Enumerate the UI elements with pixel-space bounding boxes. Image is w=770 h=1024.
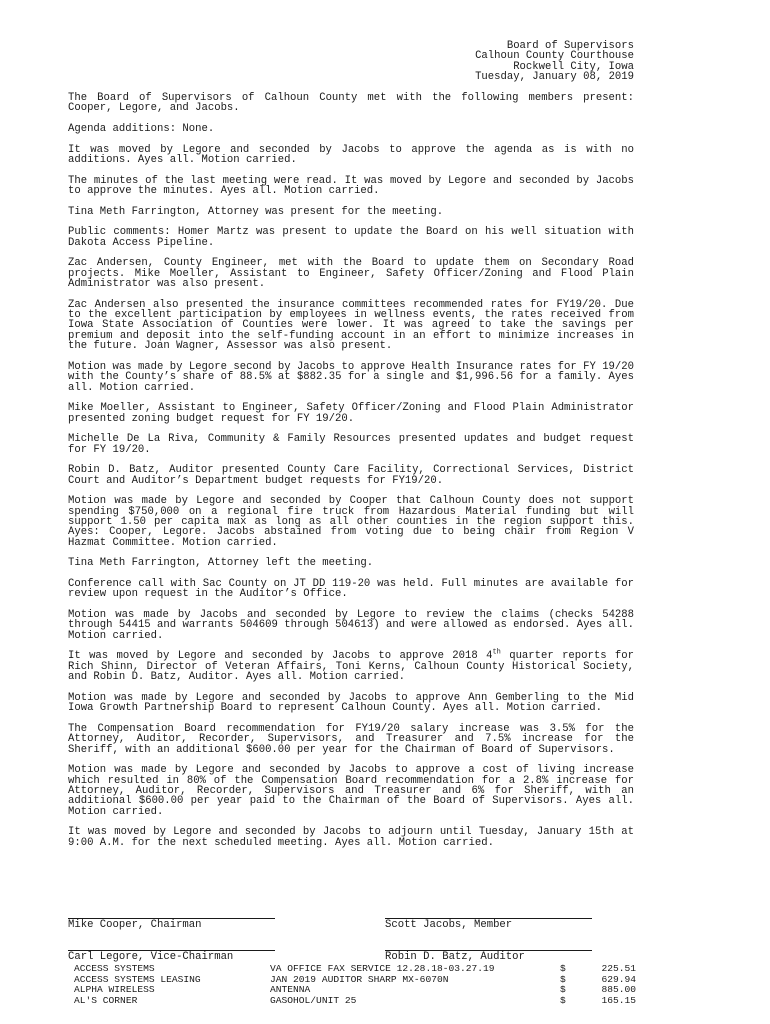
paragraph: Zac Andersen, County Engineer, met with the Board to update them on Secondary Road projects. Mike Moeller, Assistant to Engineer, Safety Officer/Zoning and Flood Plain Administrator was also present. [68, 257, 634, 290]
header-board: Board of Supervisors [506, 40, 634, 52]
signature-name: Carl Legore, Vice-Chairman [68, 951, 234, 963]
signature-auditor [385, 950, 592, 962]
paragraph: Zac Andersen also presented the insurance committees recommended rates for FY19/20. Due to the excellent participation by employees in wellness events, the rates received from Iowa State Association of Counties were lower. It was agreed to take the savings per premium and deposit into the self-funding account in an effort to minimize increases in the future. Joan Wagner, Assessor was also present. [68, 298, 634, 353]
paragraph: Public comments: Homer Martz was present to update the Board on his well situation with Dakota Access Pipeline. [68, 226, 634, 249]
quarter-report-paragraph [68, 648, 634, 684]
header-date: Tuesday, January 08, 2019 [475, 71, 634, 84]
claim-row [74, 985, 636, 996]
paragraph: Motion was made by Legore and seconded by Jacobs to approve Ann Gemberling to the Mid Iowa Growth Partnership Board to represent Calhoun County. Ayes all. Motion carried. [68, 691, 634, 715]
paragraph: Agenda additions: None. [68, 123, 215, 135]
claim-row [74, 996, 636, 1007]
paragraph: Motion was made by Jacobs and seconded by Legore to review the claims (checks 54288 through 54415 and warrants 504609 through 504613) and were allowed as endorsed. Ayes all. Motion carried. [68, 609, 634, 642]
claim-description: JAN 2019 AUDITOR SHARP MX-6070N [270, 973, 449, 985]
header-courthouse: Calhoun County Courthouse [475, 50, 634, 63]
paragraph: Michelle De La Riva, Community & Family Resources presented updates and budget request for FY 19/20. [68, 433, 634, 456]
paragraph: The Board of Supervisors of Calhoun County met with the following members present: Cooper, Legore, and Jacobs. [68, 92, 634, 115]
claim-row [74, 964, 636, 975]
paragraph: Motion was made by Legore and seconded by Cooper that Calhoun County does not support spending $750,000 on a regional fire truck from Hazardous Material funding but will support 1.50 per capita max as long as all other counties in the region support this. Ayes: Cooper, Legore. Jacobs abstained from voting due to being chair from Region V Hazmat Committee. Motion carried. [68, 495, 634, 549]
paragraph: It was moved by Legore and seconded by Jacobs to adjourn until Tuesday, January 15th at 9:00 A.M. for the next scheduled meeting. Ayes all. Motion carried. [68, 826, 634, 849]
meeting-header [475, 41, 634, 83]
quarter-text-before: It was moved by Legore and seconded by Jacobs to approve 2018 4 [68, 650, 493, 663]
paragraph: Mike Moeller, Assistant to Engineer, Safety Officer/Zoning and Flood Plain Administrator presented zoning budget request for FY 19/20. [68, 402, 634, 425]
signature-member [385, 918, 592, 930]
paragraph: Motion was made by Legore and seconded by Jacobs to approve a cost of living increase which resulted in 80% of the Compensation Board recommendation for a 2.8% increase for Attorney, Auditor, Recorder, Supervisors and Treasurer and 6% for Sheriff, with an additional $600.00 per year paid to the Chairman of the Board of Supervisors. Ayes all. Motion carried. [68, 764, 634, 818]
claim-vendor: ACCESS SYSTEMS [74, 963, 155, 974]
quarter-text-after: quarter reports for Rich Shinn, Director of Veteran Affairs, Toni Kerns, Calhoun County Historical Society, and Robin D. Batz, Auditor. Ayes all. Motion carried. [68, 650, 634, 684]
signature-name: Mike Cooper, Chairman [68, 919, 202, 931]
paragraph: It was moved by Legore and seconded by Jacobs to approve the agenda as is with no additions. Ayes all. Motion carried. [68, 143, 634, 166]
claims-list [74, 964, 636, 1006]
claim-vendor: ALPHA WIRELESS [74, 984, 155, 995]
header-location: Rockwell City, Iowa [513, 60, 634, 73]
claim-vendor: ACCESS SYSTEMS LEASING [74, 973, 201, 985]
paragraph: Tina Meth Farrington, Attorney was present for the meeting. [68, 205, 444, 218]
claim-vendor: AL'S CORNER [74, 994, 138, 1006]
claim-currency: $ [560, 994, 566, 1006]
signature-chairman [68, 918, 275, 930]
claim-amount: 629.94 [601, 973, 636, 985]
claim-currency: $ [560, 973, 566, 985]
paragraph: Motion was made by Legore second by Jacobs to approve Health Insurance rates for FY 19/20 with the County’s share of 88.5% at $882.35 for a single and $1,996.56 for a family. Ayes all. Motion carried. [68, 360, 634, 394]
ordinal-suffix: th [492, 648, 501, 657]
claim-row [74, 975, 636, 986]
signature-name: Scott Jacobs, Member [385, 919, 513, 931]
claim-currency: $ [560, 984, 566, 995]
claim-amount: 225.51 [601, 963, 636, 974]
claim-currency: $ [560, 963, 566, 974]
paragraph: Conference call with Sac County on JT DD 119-20 was held. Full minutes are available for review upon request in the Auditor’s Office. [68, 578, 634, 601]
paragraph: Robin D. Batz, Auditor presented County Care Facility, Correctional Services, District Court and Auditor’s Department budget requests for FY19/20. [68, 464, 634, 487]
paragraph: The Compensation Board recommendation for FY19/20 salary increase was 3.5% for the Attorney, Auditor, Recorder, Supervisors, and Treasurer and 7.5% increase for the Sheriff, with an additional $600.00 per year for the Chairman of Board of Supervisors. [68, 722, 634, 756]
claim-description: GASOHOL/UNIT 25 [270, 994, 357, 1006]
minutes-body [68, 93, 634, 858]
paragraph: The minutes of the last meeting were read. It was moved by Legore and seconded by Jacobs to approve the minutes. Ayes all. Motion carried. [68, 174, 634, 197]
claim-amount: 165.15 [601, 994, 636, 1006]
claim-amount: 885.00 [601, 984, 636, 995]
claim-description: ANTENNA [270, 984, 311, 995]
signature-vice-chairman [68, 950, 275, 962]
signature-name: Robin D. Batz, Auditor [385, 951, 525, 963]
claim-description: VA OFFICE FAX SERVICE 12.28.18-03.27.19 [270, 963, 495, 974]
paragraph: Tina Meth Farrington, Attorney left the meeting. [68, 557, 374, 570]
